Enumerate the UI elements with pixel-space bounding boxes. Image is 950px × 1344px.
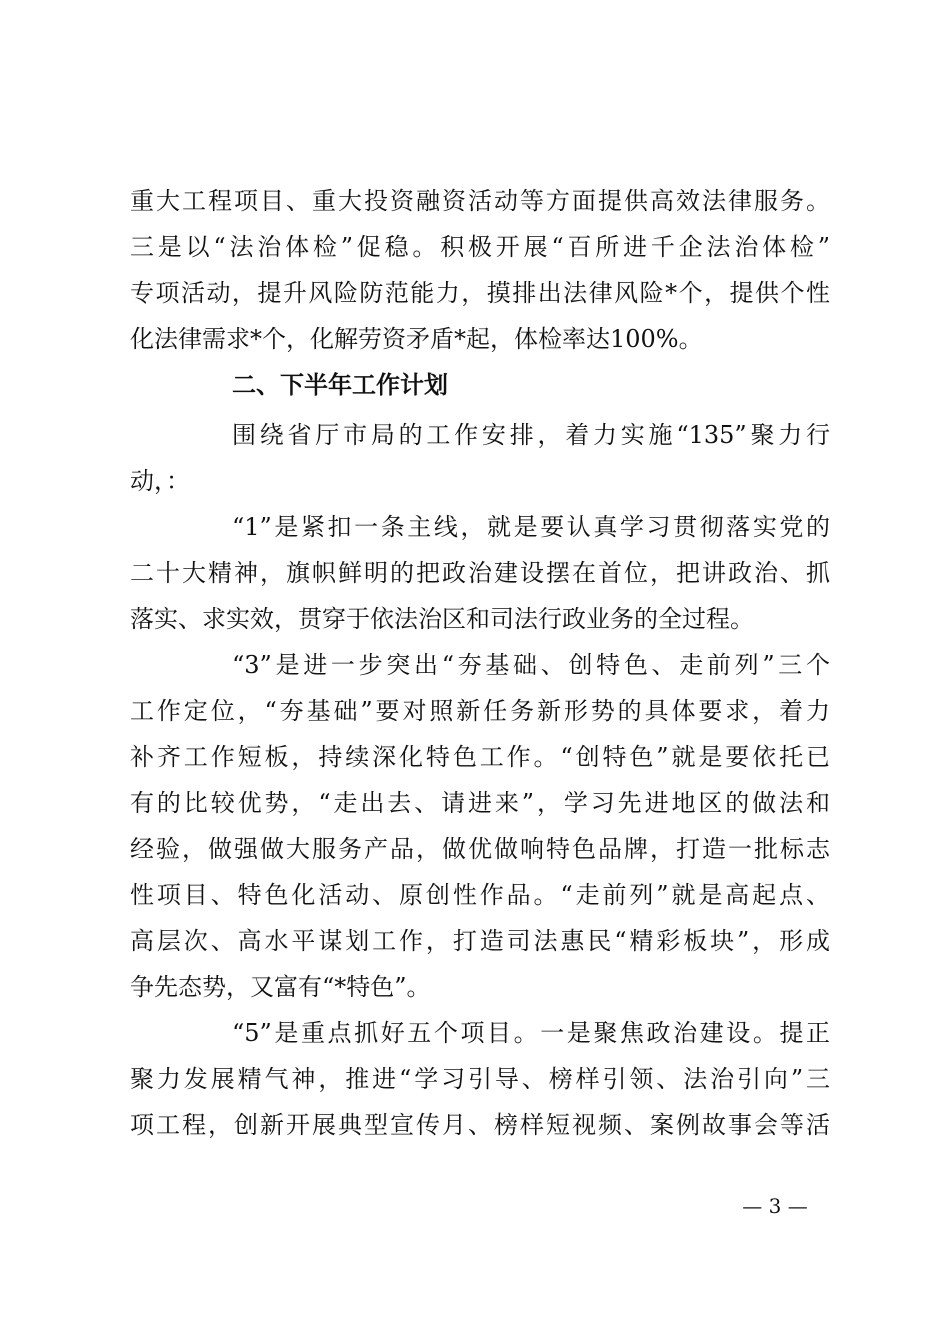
text-line: “1”是紧扣一条主线，就是要认真学习贯彻落实党的	[232, 513, 830, 541]
text-line: 项工程，创新开展典型宣传月、榜样短视频、案例故事会等活	[130, 1111, 830, 1139]
text-line: 重大工程项目、重大投资融资活动等方面提供高效法律服务。	[130, 187, 830, 215]
page-number: — 3 —	[742, 1194, 808, 1218]
text-line: 补齐工作短板，持续深化特色工作。“创特色”就是要依托已	[130, 743, 830, 771]
text-line: 三是以“法治体检”促稳。积极开展“百所进千企法治体检”	[130, 233, 830, 261]
text-line: 经验，做强做大服务产品，做优做响特色品牌，打造一批标志	[130, 835, 830, 863]
text-line: 化法律需求*个，化解劳资矛盾*起，体检率达100%。	[130, 325, 703, 353]
text-line: “5”是重点抓好五个项目。一是聚焦政治建设。提正	[232, 1019, 830, 1047]
text-line: 落实、求实效，贯穿于依法治区和司法行政业务的全过程。	[130, 605, 754, 633]
section-heading: 二、下半年工作计划	[232, 371, 448, 399]
text-line: 性项目、特色化活动、原创性作品。“走前列”就是高起点、	[130, 881, 830, 909]
text-line: 围绕省厅市局的工作安排，着力实施“135”聚力行	[232, 421, 830, 449]
text-line: 有的比较优势，“走出去、请进来”，学习先进地区的做法和	[130, 789, 830, 817]
text-line: 工作定位，“夯基础”要对照新任务新形势的具体要求，着力	[130, 697, 830, 725]
text-line: 争先态势，又富有“*特色”。	[130, 973, 431, 1001]
text-line: 聚力发展精气神，推进“学习引导、榜样引领、法治引向”三	[130, 1065, 830, 1093]
text-line: 高层次、高水平谋划工作，打造司法惠民“精彩板块”，形成	[130, 927, 830, 955]
text-line: 动，：	[130, 467, 190, 495]
text-line: 专项活动，提升风险防范能力，摸排出法律风险*个，提供个性	[130, 279, 830, 307]
text-line: 二十大精神，旗帜鲜明的把政治建设摆在首位，把讲政治、抓	[130, 559, 830, 587]
text-line: “3”是进一步突出“夯基础、创特色、走前列”三个	[232, 651, 830, 679]
